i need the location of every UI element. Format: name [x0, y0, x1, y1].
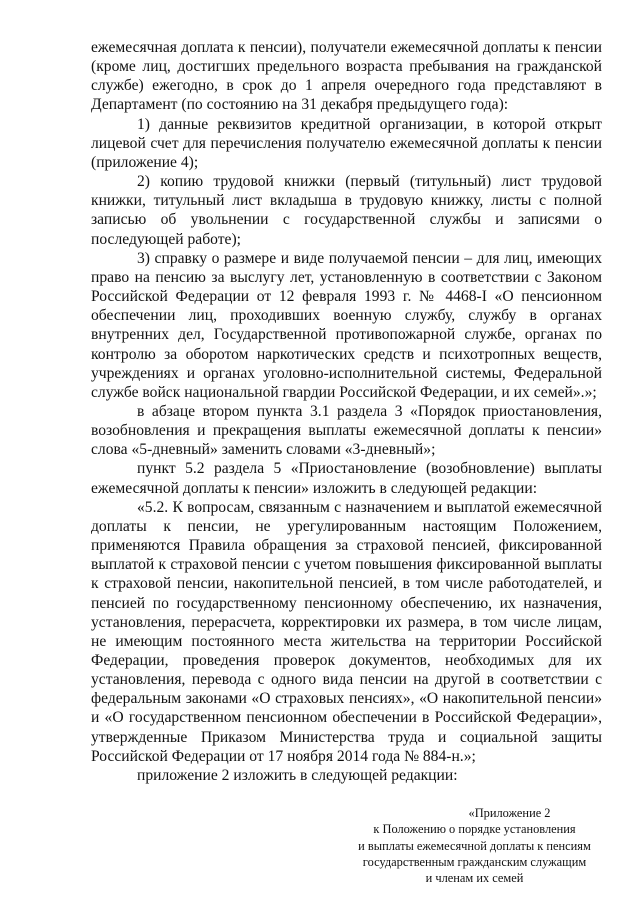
- appendix-title: «Приложение 2: [468, 806, 551, 821]
- paragraph-new-text-5-2: «5.2. К вопросам, связанным с назначением и выплатой ежемесячной доплаты к пенсии, не урегулированным настоящим Положением, применяются Правила обращения за страховой пенсией, фиксированной выплатой к страховой пенсии с учетом повышения фиксированной выплаты к страховой пенсии, накопительной пенсией, в том числе работодателей, и пенсией по государственному пенсионному обеспечению, их назначения, установления, перерасчета, корректировки их размера, в том числе лицам, не имеющим постоянного места жительства на территории Российской Федерации, проведения проверок документов, необходимых для их установления, перевода с одного вида пенсии на другой в соответствии с федеральным законами «О страховых пенсиях», «О накопительной пенсии» и «О государственном пенсионном обеспечении в Российской Федерации», утвержденные Приказом Министерства труда и социальной защиты Российской Федерации от 17 ноября 2014 года № 884-н.»;: [91, 498, 602, 765]
- paragraph-item-1: 1) данные реквизитов кредитной организации, в которой открыт лицевой счет для перечисления получателю ежемесячной доплаты к пенсии (приложение 4);: [91, 115, 602, 171]
- appendix-subtitle-line: к Положению о порядке установления: [373, 822, 576, 837]
- appendix-header: [347, 805, 602, 886]
- paragraph-item-2: 2) копию трудовой книжки (первый (титульный) лист трудовой книжки, титульный лист вкладыша в трудовую книжку, листы с полной записью об увольнении с государственной службы и записями о последующей работе);: [91, 173, 602, 248]
- appendix-subtitle-line: и выплаты ежемесячной доплаты к пенсиям: [358, 838, 591, 853]
- appendix-subtitle-line: государственным гражданским служащим: [362, 854, 587, 869]
- paragraph-amendment-3-1: в абзаце втором пункта 3.1 раздела 3 «Порядок приостановления, возобновления и прекращения выплаты ежемесячной доплаты к пенсии» слова «5-дневный» заменить словами «3-дневный»;: [91, 402, 602, 459]
- paragraph-appendix-2-intro: приложение 2 изложить в следующей редакции:: [137, 766, 458, 784]
- paragraph-continuation: ежемесячная доплата к пенсии), получатели ежемесячной доплаты к пенсии (кроме лиц, достигших предельного возраста пребывания на гражданской службе) ежегодно, в срок до 1 апреля очередного года представляют в Департамент (по состоянию на 31 декабря предыдущего года):: [91, 39, 602, 114]
- paragraph-amendment-5-2: пункт 5.2 раздела 5 «Приостановление (возобновление) выплаты ежемесячной доплаты к пенсии» изложить в следующей редакции:: [91, 460, 602, 497]
- appendix-subtitle-line: и членам их семей: [425, 870, 524, 885]
- paragraph-item-3: 3) справку о размере и виде получаемой пенсии – для лиц, имеющих право на пенсию за выслугу лет, установленную в соответствии с Законом Российской Федерации от 12 февраля 1993 г. № 4468-I «О пенсионном обеспечении лиц, проходивших военную службу, службу в органах внутренних дел, Государственной противопожарной службе, органах по контролю за оборотом наркотических средств и психотропных веществ, учреждениях и органах уголовно-исполнительной системы, Федеральной службе войск национальной гвардии Российской Федерации, и их семей».»;: [91, 249, 602, 401]
